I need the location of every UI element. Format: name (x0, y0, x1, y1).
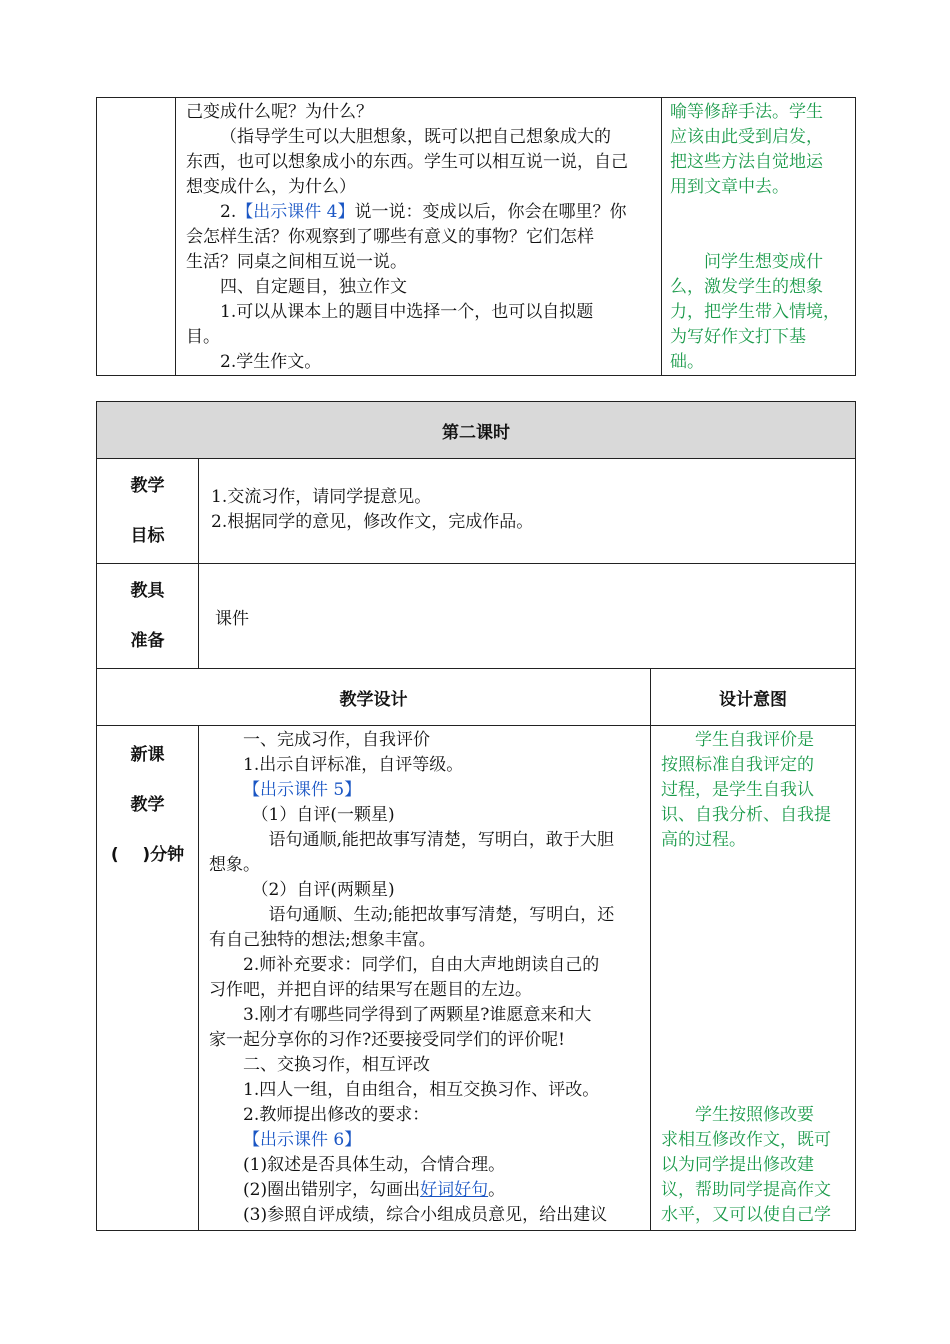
goal-label-1: 教学 (130, 476, 165, 496)
design-line: 一、完成习作，自我评价 (243, 730, 430, 750)
top-design-line: 想变成什么，为什么） (186, 177, 356, 197)
tools-label-2: 准备 (130, 631, 165, 651)
top-intent-line: 把这些方法自觉地运 (670, 152, 823, 172)
intent-line: 求相互修改作文，既可 (661, 1130, 831, 1150)
design-line: 语句通顺,能把故事写清楚，写明白，敢于大胆 (268, 830, 614, 850)
top-design-line: 四、自定题目，独立作文 (220, 277, 407, 297)
tools-cell (199, 564, 856, 669)
courseware-4-tag: 【出示课件 4】 (236, 202, 355, 222)
top-design-line: 东西，也可以想象成小的东西。学生可以相互说一说，自己 (186, 152, 628, 172)
design-line: 习作吧，并把自评的结果写在题目的左边。 (209, 980, 532, 1000)
top-side-cell (97, 98, 176, 376)
top-design-line-courseware (186, 200, 655, 225)
design-line: 2.师补充要求：同学们，自由大声地朗读自己的 (243, 955, 600, 975)
top-design-line: 生活？同桌之间相互说一说。 (186, 252, 407, 272)
design-header-cell (97, 669, 651, 726)
line5-suffix: 说一说：变成以后，你会在哪里？你 (354, 202, 627, 222)
top-intent-line: 应该由此受到启发， (670, 127, 823, 147)
intent-line: 过程，是学生自我认 (661, 780, 814, 800)
top-intent-line: 用到文章中去。 (670, 177, 789, 197)
good-words-link[interactable]: 好词好句 (420, 1180, 489, 1200)
intent-line: 高的过程。 (661, 830, 746, 850)
goal-line-2: 2.根据同学的意见，修改作文，完成作品。 (211, 512, 534, 532)
top-intent-line: 础。 (670, 352, 704, 372)
design-line-18-suffix: 。 (488, 1180, 506, 1200)
design-line: 1.四人一组，自由组合，相互交换习作、评改。 (243, 1080, 600, 1100)
design-line: 语句通顺、生动;能把故事写清楚，写明白，还 (268, 905, 615, 925)
intent-line: 水平，又可以使自己学 (661, 1205, 831, 1225)
side-label-2: 教学 (130, 795, 165, 815)
side-label-cell (97, 726, 199, 1231)
top-design-line: 1.可以从课本上的题目中选择一个，也可以自拟题 (220, 302, 594, 322)
side-label-3: ( )分钟 (110, 845, 185, 865)
design-line: 1.出示自评标准，自评等级。 (243, 755, 464, 775)
tools-label-1: 教具 (130, 581, 165, 601)
design-line: 家一起分享你的习作?还要接受同学们的评价呢! (209, 1030, 565, 1050)
intent-line: 议，帮助同学提高作文 (661, 1180, 831, 1200)
top-intent-line (670, 200, 851, 225)
intent-line: 以为同学提出修改建 (661, 1155, 814, 1175)
design-line: 【出示课件 5】 (243, 780, 362, 800)
design-line: 【出示课件 6】 (243, 1130, 362, 1150)
design-line-18 (209, 1178, 646, 1203)
design-line: 2.教师提出修改的要求： (243, 1105, 430, 1125)
design-line: （2）自评(两颗星) (251, 880, 395, 900)
intent-header-cell (651, 669, 856, 726)
design-line: 3.刚才有哪些同学得到了两颗星?谁愿意来和大 (243, 1005, 592, 1025)
tools-label-cell (97, 564, 199, 669)
top-intent-line (670, 225, 851, 250)
top-intent-line: 么，激发学生的想象 (670, 277, 823, 297)
lesson-title: 第二课时 (442, 422, 510, 443)
top-design-line: （指导学生可以大胆想象，既可以把自己想象成大的 (220, 127, 611, 147)
lesson-table (96, 401, 856, 1231)
lesson-title-cell (97, 402, 856, 459)
design-line-19: (3)参照自评成绩，综合小组成员意见，给出建议 (243, 1205, 608, 1225)
goal-line-1: 1.交流习作，请同学提意见。 (211, 487, 432, 507)
design-line: 想象。 (209, 855, 260, 875)
top-design-line: 会怎样生活？你观察到了哪些有意义的事物？它们怎样 (186, 227, 594, 247)
design-line-17: (1)叙述是否具体生动，合情合理。 (243, 1155, 506, 1175)
top-table (96, 97, 856, 376)
top-design-line: 2.学生作文。 (220, 352, 322, 372)
intent-content-cell (651, 726, 856, 1231)
intent-line: 学生自我评价是 (695, 730, 814, 750)
top-intent-line: 问学生想变成什 (704, 252, 823, 272)
side-label-1: 新课 (130, 745, 165, 765)
top-intent-cell (662, 98, 856, 376)
top-design-line: 目。 (186, 327, 220, 347)
design-line-18-prefix: (2)圈出错别字，勾画出 (243, 1180, 421, 1200)
design-line: （1）自评(一颗星) (251, 805, 395, 825)
top-intent-line: 为写好作文打下基 (670, 327, 806, 347)
intent-line: 学生按照修改要 (695, 1105, 814, 1125)
design-line: 二、交换习作，相互评改 (243, 1055, 430, 1075)
goal-label-cell (97, 459, 199, 564)
top-design-line: 己变成什么呢？为什么？ (186, 102, 373, 122)
goal-label-2: 目标 (130, 526, 165, 546)
intent-header: 设计意图 (719, 689, 787, 710)
top-intent-line: 喻等修辞手法。学生 (670, 102, 823, 122)
intent-line: 按照标准自我评定的 (661, 755, 814, 775)
intent-line: 识、自我分析、自我提 (661, 805, 831, 825)
line5-prefix: 2. (220, 202, 237, 222)
design-content-cell (199, 726, 651, 1231)
tools-value: 课件 (215, 608, 249, 629)
goal-cell (199, 459, 856, 564)
top-intent-line: 力，把学生带入情境， (670, 302, 840, 322)
top-design-cell (176, 98, 662, 376)
design-header: 教学设计 (339, 689, 408, 710)
design-line: 有自己独特的想法;想象丰富。 (209, 930, 436, 950)
